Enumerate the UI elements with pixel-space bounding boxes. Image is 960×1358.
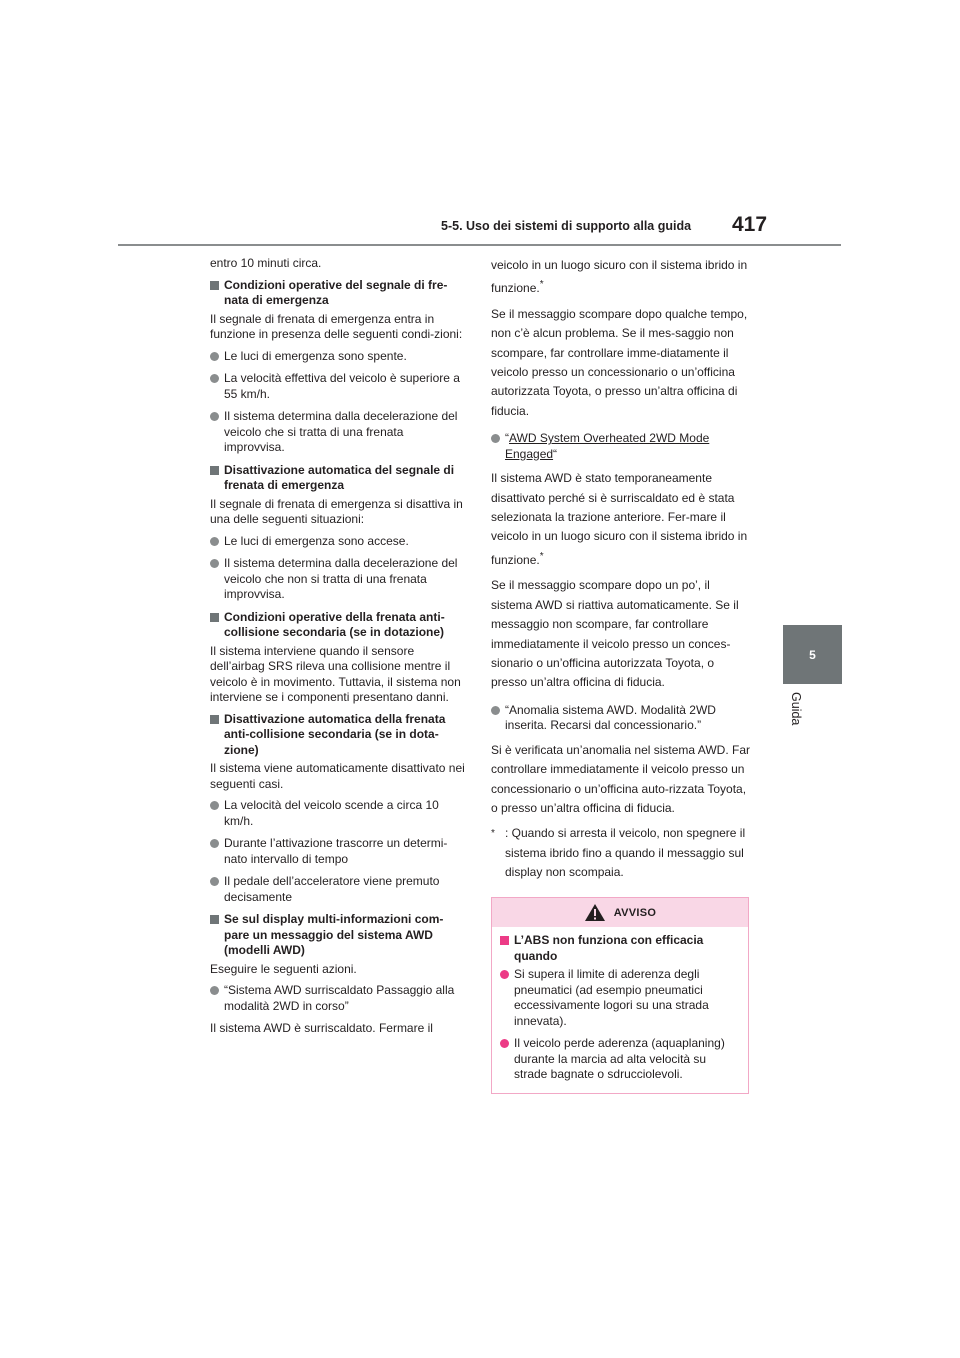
circle-bullet-icon bbox=[210, 559, 219, 568]
circle-bullet-icon bbox=[210, 986, 219, 995]
paragraph: veicolo in un luogo sicuro con il sistema ibrido in funzione.* bbox=[491, 258, 748, 296]
square-bullet-icon bbox=[210, 915, 219, 924]
section-heading: Se sul display multi-informazioni com-pare un messaggio del sistema AWD (modelli AWD) bbox=[210, 912, 467, 959]
right-column bbox=[491, 256, 753, 883]
square-bullet-icon bbox=[500, 936, 509, 945]
paragraph: Il sistema AWD è stato temporaneamente disattivato perché si è surriscaldato ed è stata selezionata la trazione anteriore. Fer-mare il veicolo in un luogo sicuro con il sistema ibrido in funzione.* bbox=[491, 471, 748, 567]
circle-bullet-icon bbox=[210, 801, 219, 810]
header-rule bbox=[118, 244, 841, 246]
circle-bullet-icon bbox=[210, 839, 219, 848]
circle-bullet-icon bbox=[210, 412, 219, 421]
circle-bullet-icon bbox=[500, 970, 509, 979]
warning-box bbox=[491, 897, 749, 1094]
list-item: Il sistema determina dalla decelerazione del veicolo che si tratta di una frenata improvvisa. bbox=[210, 409, 467, 456]
list-item: Le luci di emergenza sono accese. bbox=[210, 534, 467, 550]
warning-triangle-icon bbox=[584, 903, 606, 922]
circle-bullet-icon bbox=[210, 537, 219, 546]
warning-header bbox=[492, 898, 748, 927]
paragraph: Se il messaggio scompare dopo un po’, il sistema AWD si riattiva automaticamente. Se il messaggio non scompare, far controllare immediatamente il veicolo presso un conces-sionario o un’officina autorizzata Toyota, o presso un’altra officina di fiducia. bbox=[491, 578, 739, 690]
square-bullet-icon bbox=[210, 466, 219, 475]
list-item: Il sistema determina dalla decelerazione del veicolo che non si tratta di una frenata improvvisa. bbox=[210, 556, 467, 603]
list-item: Durante l’attivazione trascorre un determi-nato intervallo di tempo bbox=[210, 836, 467, 867]
awd-message-link[interactable]: AWD System Overheated 2WD Mode Engaged bbox=[505, 431, 710, 461]
list-item: Il pedale dell’acceleratore viene premuto decisamente bbox=[210, 874, 467, 905]
list-item: Il veicolo perde aderenza (aquaplaning) durante la marcia ad alta velocità su strade bagnate o sdrucciolevoli. bbox=[500, 1036, 740, 1083]
warning-body bbox=[492, 927, 748, 1083]
intro-text: entro 10 minuti circa. bbox=[210, 256, 322, 270]
paragraph: Si è verificata un’anomalia nel sistema AWD. Far controllare immediatamente il veicolo presso un concessionario o un’officina auto-rizzata Toyota, o presso un’altra officina di fiducia. bbox=[491, 742, 750, 815]
footnote: * : Quando si arresta il veicolo, non spegnere il sistema ibrido fino a quando il messaggio sul display non scompaia. bbox=[491, 826, 746, 880]
paragraph: Il segnale di frenata di emergenza si disattiva in una delle seguenti situazioni: bbox=[210, 496, 463, 526]
footnote-mark: * bbox=[539, 550, 544, 562]
section-title: 5-5. Uso dei sistemi di supporto alla guida bbox=[441, 219, 692, 233]
section-heading: Condizioni operative del segnale di fre-nata di emergenza bbox=[210, 278, 467, 309]
paragraph: Il sistema viene automaticamente disattivato nei seguenti casi. bbox=[210, 761, 465, 791]
circle-bullet-icon bbox=[210, 374, 219, 383]
footnote-mark: * bbox=[539, 279, 544, 291]
section-heading: Condizioni operative della frenata anti-collisione secondaria (se in dotazione) bbox=[210, 610, 467, 641]
footnote-mark: * bbox=[491, 828, 495, 840]
warning-heading: L’ABS non funziona con efficacia quando bbox=[500, 933, 740, 964]
paragraph: Eseguire le seguenti azioni. bbox=[210, 961, 357, 976]
paragraph: Il segnale di frenata di emergenza entra in funzione in presenza delle seguenti condi-zioni: bbox=[210, 311, 463, 341]
list-item: La velocità del veicolo scende a circa 10 km/h. bbox=[210, 798, 467, 829]
list-item: “Anomalia sistema AWD. Modalità 2WD inserita. Recarsi dal concessionario.” bbox=[491, 703, 753, 734]
left-column bbox=[210, 256, 467, 1037]
page-number: 417 bbox=[732, 213, 768, 236]
section-heading: Disattivazione automatica della frenata anti-collisione secondaria (se in dota-zione) bbox=[210, 712, 467, 759]
list-item: “AWD System Overheated 2WD Mode Engaged“ bbox=[491, 431, 753, 462]
warning-title: AVVISO bbox=[613, 906, 657, 919]
circle-bullet-icon bbox=[500, 1039, 509, 1048]
circle-bullet-icon bbox=[491, 434, 500, 443]
section-heading: Disattivazione automatica del segnale di frenata di emergenza bbox=[210, 463, 467, 494]
list-item: La velocità effettiva del veicolo è superiore a 55 km/h. bbox=[210, 371, 467, 402]
list-item: Si supera il limite di aderenza degli pneumatici (ad esempio pneumatici eccessivamente logori su una strada innevata). bbox=[500, 967, 740, 1029]
paragraph: Il sistema interviene quando il sensore dell’airbag SRS rileva una collisione mentre il veicolo è in movimento. Tuttavia, il sistema non interviene se i componenti presentano danni. bbox=[210, 643, 461, 704]
list-item: Le luci di emergenza sono spente. bbox=[210, 349, 467, 365]
square-bullet-icon bbox=[210, 281, 219, 290]
square-bullet-icon bbox=[210, 715, 219, 724]
list-item: “Sistema AWD surriscaldato Passaggio alla modalità 2WD in corso” bbox=[210, 983, 467, 1014]
paragraph: Il sistema AWD è surriscaldato. Fermare il bbox=[210, 1021, 433, 1035]
circle-bullet-icon bbox=[210, 352, 219, 361]
page-header bbox=[0, 0, 960, 250]
chapter-label: Guida bbox=[789, 692, 803, 726]
paragraph: Se il messaggio scompare dopo qualche tempo, non c’è alcun problema. Se il mes-saggio non scompare, far controllare imme-diatamente il veicolo presso un concessionario o un’officina autorizzata Toyota, o presso un’altra officina di fiducia. bbox=[491, 306, 748, 418]
circle-bullet-icon bbox=[210, 877, 219, 886]
square-bullet-icon bbox=[210, 613, 219, 622]
circle-bullet-icon bbox=[491, 706, 500, 715]
chapter-tab: 5 bbox=[783, 625, 842, 684]
